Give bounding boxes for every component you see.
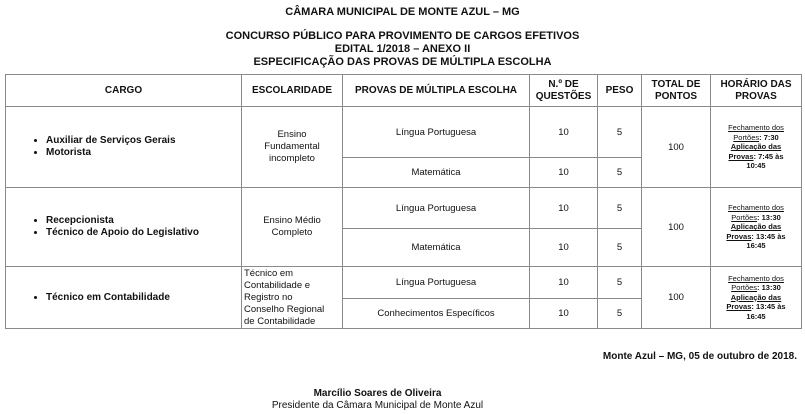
table-row — [6, 107, 802, 158]
questoes-cell: 10 — [530, 188, 598, 229]
portoes-label: Portões — [733, 132, 760, 142]
annex-title: ESPECIFICAÇÃO DAS PROVAS DE MÚLTIPLA ESCOLHA — [253, 56, 552, 68]
peso-cell: 5 — [598, 267, 642, 299]
escolaridade-line: Ensino Médio — [263, 215, 321, 226]
portoes-label: Portões — [731, 283, 758, 293]
aplicacao-end-time: 10:45 — [746, 161, 766, 171]
prova-name-cell: Matemática — [343, 229, 530, 267]
aplicacao-label: Aplicação das — [730, 142, 782, 152]
questoes-cell: 10 — [530, 158, 598, 188]
questoes-cell: 10 — [530, 299, 598, 329]
cargo-list — [6, 135, 241, 159]
aplicacao-time: : 13:45 às — [751, 302, 786, 312]
prova-name-cell: Língua Portuguesa — [343, 188, 530, 229]
horario-cell — [711, 107, 802, 188]
institution-title: CÂMARA MUNICIPAL DE MONTE AZUL – MG — [285, 6, 520, 18]
questoes-cell: 10 — [530, 229, 598, 267]
contest-title: CONCURSO PÚBLICO PARA PROVIMENTO DE CARGOS EFETIVOS — [225, 30, 580, 42]
cargo-cell — [6, 107, 242, 188]
cargo-cell — [6, 267, 242, 329]
cargo-item: • Técnico em Contabilidade — [46, 292, 241, 304]
fechamento-label: Fechamento dos — [728, 203, 784, 213]
peso-cell: 5 — [598, 299, 642, 329]
fechamento-label: Fechamento dos — [728, 273, 784, 283]
fechamento-time: : 13:30 — [757, 212, 781, 222]
cargo-item: • Auxiliar de Serviços Gerais — [46, 135, 241, 147]
header-horario: HORÁRIO DAS PROVAS — [711, 75, 802, 107]
total-cell: 100 — [642, 107, 711, 188]
total-cell: 100 — [642, 188, 711, 267]
escolaridade-cell — [242, 107, 343, 188]
portoes-label: Portões — [731, 212, 758, 222]
header-questoes: N.º DE QUESTÕES — [530, 75, 598, 107]
fechamento-label: Fechamento dos — [728, 123, 784, 133]
prova-name-cell: Língua Portuguesa — [343, 267, 530, 299]
signatory-title: Presidente da Câmara Municipal de Monte Azul — [271, 400, 484, 411]
escolaridade-line: incompleto — [269, 153, 315, 164]
peso-cell: 5 — [598, 158, 642, 188]
header-provas: PROVAS DE MÚLTIPLA ESCOLHA — [343, 75, 530, 107]
peso-cell: 5 — [598, 107, 642, 158]
peso-cell: 5 — [598, 188, 642, 229]
aplicacao-end-time: 16:45 — [746, 241, 766, 251]
escolaridade-line: Ensino — [277, 129, 307, 140]
aplicacao-end-time: 16:45 — [746, 311, 766, 321]
cargo-item: • Técnico de Apoio do Legislativo — [46, 227, 241, 239]
aplicacao-time: : 13:45 às — [751, 231, 786, 241]
escolaridade-line: Contabilidade e — [244, 279, 311, 291]
header-total: TOTAL DE PONTOS — [642, 75, 711, 107]
cargo-cell — [6, 188, 242, 267]
cargo-list — [6, 292, 241, 304]
escolaridade-line: Fundamental — [264, 141, 320, 152]
horario-cell — [711, 267, 802, 329]
fechamento-time: : 7:30 — [759, 132, 779, 142]
cargo-item: • Motorista — [46, 147, 241, 159]
escolaridade-line: Técnico em — [244, 267, 294, 279]
questoes-cell: 10 — [530, 267, 598, 299]
aplicacao-label: Aplicação das — [730, 292, 782, 302]
table-row — [6, 188, 802, 229]
header-peso: PESO — [598, 75, 642, 107]
document-date: Monte Azul – MG, 05 de outubro de 2018. — [602, 351, 797, 362]
table-row — [6, 267, 802, 299]
escolaridade-line: de Contabilidade — [244, 315, 316, 327]
edital-title: EDITAL 1/2018 – ANEXO II — [334, 43, 471, 55]
exam-specification-table — [5, 74, 802, 329]
total-cell: 100 — [642, 267, 711, 329]
cargo-list — [6, 215, 241, 239]
cargo-item: • Recepcionista — [46, 215, 241, 227]
header-escolaridade: ESCOLARIDADE — [242, 75, 343, 107]
signatory-name: Marcílio Soares de Oliveira — [313, 388, 442, 399]
prova-name-cell: Língua Portuguesa — [343, 107, 530, 158]
prova-name-cell: Matemática — [343, 158, 530, 188]
escolaridade-cell — [242, 267, 343, 329]
horario-cell — [711, 188, 802, 267]
questoes-cell: 10 — [530, 107, 598, 158]
escolaridade-line: Conselho Regional — [244, 303, 325, 315]
table-header-row — [6, 75, 802, 107]
header-cargo: CARGO — [6, 75, 242, 107]
escolaridade-cell — [242, 188, 343, 267]
escolaridade-line: Completo — [271, 227, 313, 238]
provas-label: Provas — [726, 302, 752, 312]
fechamento-time: : 13:30 — [757, 283, 781, 293]
provas-label: Provas — [726, 231, 752, 241]
aplicacao-time: : 7:45 às — [753, 151, 784, 161]
aplicacao-label: Aplicação das — [730, 222, 782, 232]
prova-name-cell: Conhecimentos Específicos — [343, 299, 530, 329]
escolaridade-line: Registro no — [244, 291, 293, 303]
provas-label: Provas — [728, 151, 754, 161]
peso-cell: 5 — [598, 229, 642, 267]
